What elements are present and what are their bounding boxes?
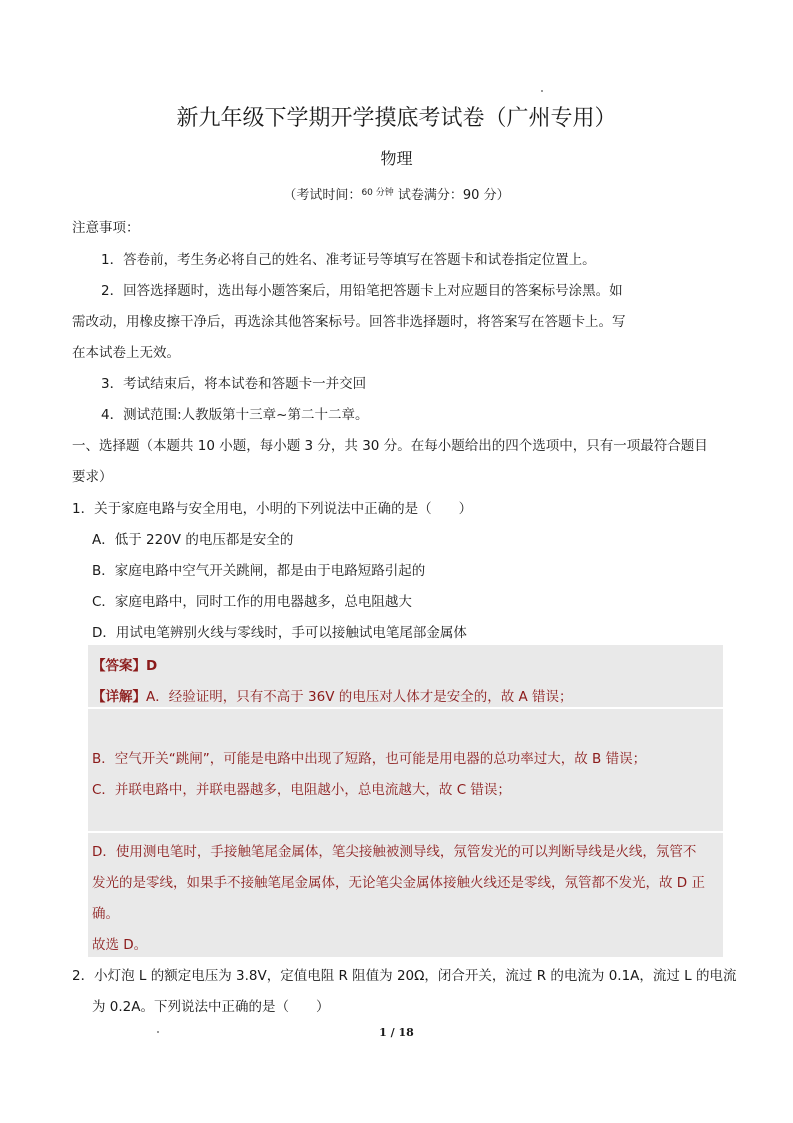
detail-line-b: B．空气开关“跳闸”，可能是电路中出现了短路，也可能是用电器的总功率过大，故 B 错误； (92, 751, 647, 767)
question-1-stem: 1．关于家庭电路与安全用电，小明的下列说法中正确的是（ ） (72, 501, 473, 517)
detail-a-text: A．经验证明，只有不高于 36V 的电压对人体才是安全的，故 A 错误； (146, 689, 573, 705)
detail-line-d-2: 发光的是零线，如果手不接触笔尾金属体，无论笔尖金属体接触火线还是零线，氖管都不发光，故 D 正 (92, 875, 705, 891)
exam-time: 60 分钟 (361, 188, 394, 198)
detail-line-a (92, 685, 573, 705)
question-2-line-2: 为 0.2A。下列说法中正确的是（ ） (92, 999, 330, 1015)
answer-box-divider (88, 707, 723, 709)
detail-line-d-3: 确。 (92, 906, 119, 922)
note-item-1: 1．答卷前，考生务必将自己的姓名、准考证号等填写在答题卡和试卷指定位置上。 (101, 252, 596, 268)
note-item-4: 4．测试范围:人教版第十三章~第二十二章。 (101, 407, 369, 423)
section-heading-line-2: 要求） (72, 469, 113, 485)
exam-info-prefix: （考试时间： (283, 188, 362, 203)
note-item-2-line-1: 2．回答选择题时，选出每小题答案后，用铅笔把答题卡上对应题目的答案标号涂黑。如 (101, 283, 623, 299)
question-2-line-1: 2．小灯泡 L 的额定电压为 3.8V，定值电阻 R 阻值为 20Ω，闭合开关，流过 R 的电流为 0.1A，流过 L 的电流 (72, 968, 737, 984)
detail-line-d-1: D．使用测电笔时，手接触笔尾金属体，笔尖接触被测导线，氖管发光的可以判断导线是火线，氖管不 (92, 844, 697, 860)
section-heading-line-1: 一、选择题（本题共 10 小题，每小题 3 分，共 30 分。在每小题给出的四个选项中，只有一项最符合题目 (72, 438, 708, 454)
answer-line (92, 654, 157, 674)
exam-info (0, 184, 793, 203)
answer-value: D (146, 658, 158, 674)
question-1-option-c: C．家庭电路中，同时工作的用电器越多，总电阻越大 (92, 594, 412, 610)
note-item-2-line-2: 需改动，用橡皮擦干净后，再选涂其他答案标号。回答非选择题时，将答案写在答题卡上。写 (72, 314, 626, 330)
question-1-option-a: A．低于 220V 的电压都是安全的 (92, 532, 294, 548)
note-item-3: 3．考试结束后，将本试卷和答题卡一并交回 (101, 376, 367, 392)
answer-box-divider (88, 831, 723, 833)
detail-line-c: C．并联电路中，并联电器越多，电阻越小，总电流越大，故 C 错误； (92, 782, 511, 798)
exam-info-suffix: 试卷满分：90 分） (393, 188, 510, 203)
question-1-option-b: B．家庭电路中空气开关跳闸，都是由于电路短路引起的 (92, 563, 426, 579)
subject-heading: 物理 (380, 149, 413, 168)
answer-label: 【答案】 (92, 658, 146, 674)
exam-title: 新九年级下学期开学摸底考试卷（广州专用） (176, 106, 617, 131)
scan-speck (541, 90, 543, 92)
page-number: 1 / 18 (379, 1026, 414, 1039)
question-1-option-d: D．用试电笔辨别火线与零线时，手可以接触试电笔尾部金属体 (92, 625, 467, 641)
detail-label: 【详解】 (92, 689, 146, 705)
detail-conclusion: 故选 D。 (92, 937, 148, 953)
note-item-2-line-3: 在本试卷上无效。 (72, 345, 180, 361)
notes-heading: 注意事项： (72, 220, 140, 236)
